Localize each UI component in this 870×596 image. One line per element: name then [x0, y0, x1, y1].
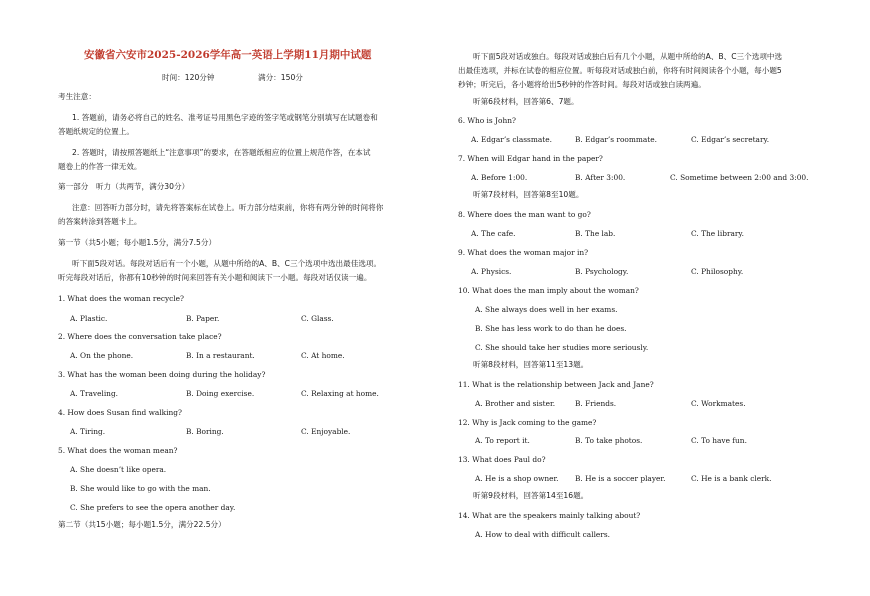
section1-intro-line1: 听下面5段对话。每段对话后有一个小题，从题中所给的A、B、C三个选项中选出最佳选项。 [72, 259, 382, 268]
option-4c: C. Enjoyable. [301, 427, 351, 436]
question-12: 12. Why is Jack coming to the game? [458, 418, 597, 427]
question-2: 2. Where does the conversation take place? [58, 332, 222, 341]
question-11: 11. What is the relationship between Jack and Jane? [458, 380, 654, 389]
option-7a: A. Before 1:00. [471, 173, 528, 182]
option-5a: A. She doesn’t like opera. [70, 465, 167, 474]
question-9: 9. What does the woman major in? [458, 248, 589, 257]
notes-item1-line2: 答题纸规定的位置上。 [58, 127, 134, 136]
material-9-heading: 听第9段材料，回答第14至16题。 [473, 491, 589, 500]
header-title: 安徽省六安市2025-2026学年高一英语上学期11月期中试题 [84, 49, 372, 61]
question-8: 8. Where does the man want to go? [458, 210, 591, 219]
option-13a: A. He is a shop owner. [475, 474, 559, 483]
material-6-heading: 听第6段材料，回答第6、7题。 [473, 97, 579, 106]
option-8c: C. The library. [691, 229, 744, 238]
option-14a: A. How to deal with difficult callers. [475, 530, 610, 539]
option-11a: A. Brother and sister. [475, 399, 556, 408]
material-8-heading: 听第8段材料，回答第11至13题。 [473, 360, 589, 369]
part1-heading: 第一部分 听力（共两节，满分30分） [58, 182, 190, 191]
question-3: 3. What has the woman been doing during the holiday? [58, 370, 266, 379]
question-14: 14. What are the speakers mainly talking about? [458, 511, 641, 520]
option-11c: C. Workmates. [691, 399, 746, 408]
option-4a: A. Tiring. [70, 427, 106, 436]
option-6c: C. Edgar’s secretary. [691, 135, 770, 144]
option-10a: A. She always does well in her exams. [475, 305, 618, 314]
option-8a: A. The cafe. [471, 229, 516, 238]
option-12b: B. To take photos. [575, 436, 643, 445]
question-5: 5. What does the woman mean? [58, 446, 178, 455]
question-4: 4. How does Susan find walking? [58, 408, 182, 417]
notes-item1-line1: 1. 答题前，请务必将自己的姓名、准考证号用黑色字迹的签字笔或钢笔分别填写在试题卷和 [72, 113, 378, 122]
option-1b: B. Paper. [186, 314, 220, 323]
section2-heading: 第二节（共15小题；每小题1.5分，满分22.5分） [58, 520, 226, 529]
section1-intro-line2: 听完每段对话后，你都有10秒钟的时间来回答有关小题和阅读下一小题。每段对话仅读一遍。 [58, 273, 372, 282]
material-7-heading: 听第7段材料，回答第8至10题。 [473, 190, 584, 199]
option-11b: B. Friends. [575, 399, 617, 408]
notes-item2-line2: 题卷上的作答一律无效。 [58, 162, 142, 171]
section2-intro-line2: 出最佳选项，并标在试卷的相应位置。听每段对话或独白前，你将有时间阅读各个小题，每小题5 [458, 66, 782, 75]
question-10: 10. What does the man imply about the woman? [458, 286, 639, 295]
option-9b: B. Psychology. [575, 267, 629, 276]
option-3b: B. Doing exercise. [186, 389, 255, 398]
question-1: 1. What does the woman recycle? [58, 294, 184, 303]
option-3c: C. Relaxing at home. [301, 389, 379, 398]
option-4b: B. Boring. [186, 427, 224, 436]
option-6b: B. Edgar’s roommate. [575, 135, 657, 144]
option-9a: A. Physics. [471, 267, 512, 276]
part1-note-line1: 注意：回答听力部分时，请先将答案标在试卷上。听力部分结束前，你将有两分钟的时间将你 [72, 203, 384, 212]
notes-heading: 考生注意： [58, 92, 96, 101]
question-13: 13. What does Paul do? [458, 455, 546, 464]
part1-note-line2: 的答案转涂到答题卡上。 [58, 217, 142, 226]
option-10b: B. She has less work to do than he does. [475, 324, 627, 333]
option-2c: C. At home. [301, 351, 345, 360]
option-1a: A. Plastic. [70, 314, 108, 323]
option-13b: B. He is a soccer player. [575, 474, 666, 483]
option-2a: A. On the phone. [70, 351, 134, 360]
option-7c: C. Sometime between 2:00 and 3:00. [670, 173, 809, 182]
option-12c: C. To have fun. [691, 436, 747, 445]
option-8b: B. The lab. [575, 229, 616, 238]
option-6a: A. Edgar’s classmate. [471, 135, 552, 144]
section1-heading: 第一节（共5小题；每小题1.5分，满分7.5分） [58, 238, 217, 247]
option-13c: C. He is a bank clerk. [691, 474, 772, 483]
option-2b: B. In a restaurant. [186, 351, 255, 360]
section2-intro-line1: 听下面5段对话或独白。每段对话或独白后有几个小题，从题中所给的A、B、C三个选项中选 [473, 52, 783, 61]
question-6: 6. Who is John? [458, 116, 516, 125]
notes-item2-line1: 2. 答题时，请按照答题纸上“注意事项”的要求，在答题纸相应的位置上规范作答，在本试 [72, 148, 371, 157]
question-7: 7. When will Edgar hand in the paper? [458, 154, 603, 163]
exam-score: 满分：150分 [258, 73, 303, 82]
section2-intro-line3: 秒钟；听完后，各小题将给出5秒钟的作答时间。每段对话或独白读两遍。 [458, 80, 706, 89]
exam-time: 时间：120分钟 [162, 73, 215, 82]
option-9c: C. Philosophy. [691, 267, 744, 276]
option-5c: C. She prefers to see the opera another day. [70, 503, 236, 512]
option-5b: B. She would like to go with the man. [70, 484, 211, 493]
option-10c: C. She should take her studies more seriously. [475, 343, 649, 352]
option-12a: A. To report it. [475, 436, 530, 445]
option-7b: B. After 3:00. [575, 173, 626, 182]
option-3a: A. Traveling. [70, 389, 119, 398]
option-1c: C. Glass. [301, 314, 334, 323]
